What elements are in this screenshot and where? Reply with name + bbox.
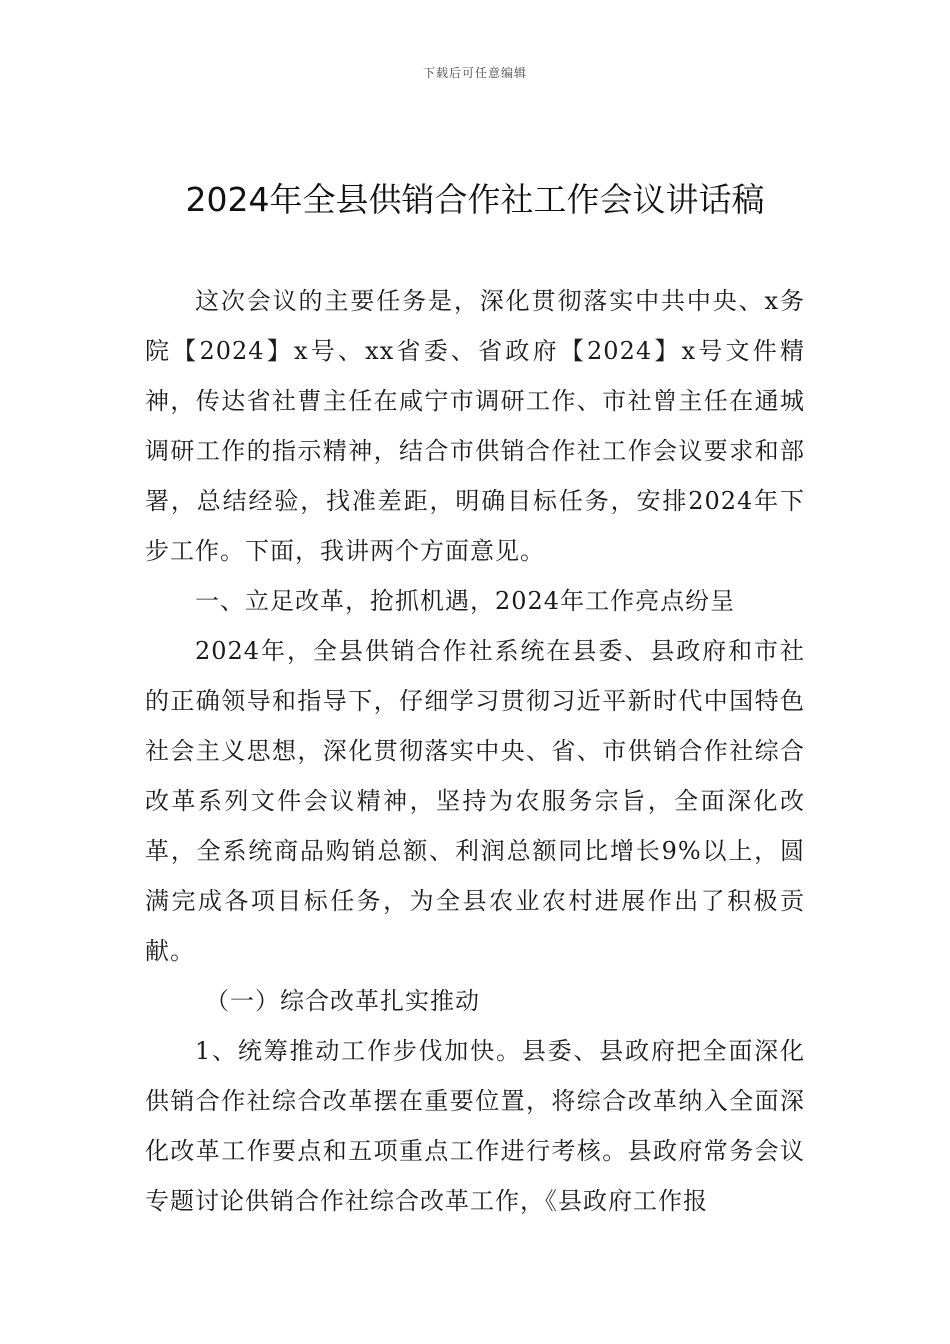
document-title: 2024年全县供销合作社工作会议讲话稿 — [185, 180, 765, 219]
paragraph-item-1: 1、统筹推动工作步伐加快。县委、县政府把全面深化供销合作社综合改革摆在重要位置，将综合改革纳入全面深化改革工作要点和五项重点工作进行考核。县政府常务会议专题讨论供销合作社综合改革工作，《县政府工作报 — [145, 1037, 805, 1215]
paragraph-intro: 这次会议的主要任务是，深化贯彻落实中共中央、x务院【2024】x号、xx省委、省政府【2024】x号文件精神，传达省社曹主任在咸宁市调研工作、市社曾主任在通城调研工作的指示精神，结合市供销合作社工作会议要求和部署，总结经验，找准差距，明确目标任务，安排2024年下步工作。下面，我讲两个方面意见。 — [145, 287, 805, 565]
header-note: 下载后可任意编辑 — [422, 66, 527, 80]
paragraph-summary: 2024年，全县供销合作社系统在县委、县政府和市社的正确领导和指导下，仔细学习贯彻习近平新时代中国特色社会主义思想，深化贯彻落实中央、省、市供销合作社综合改革系列文件会议精神，坚持为农服务宗旨，全面深化改革，全系统商品购销总额、利润总额同比增长9%以上，圆满完成各项目标任务，为全县农业农村进展作出了积极贡献。 — [145, 637, 805, 965]
section-heading-1: 一、立足改革，抢抓机遇，2024年工作亮点纷呈 — [195, 587, 736, 615]
subsection-heading-1: （一）综合改革扎实推动 — [205, 987, 480, 1015]
document-body — [145, 276, 805, 1226]
